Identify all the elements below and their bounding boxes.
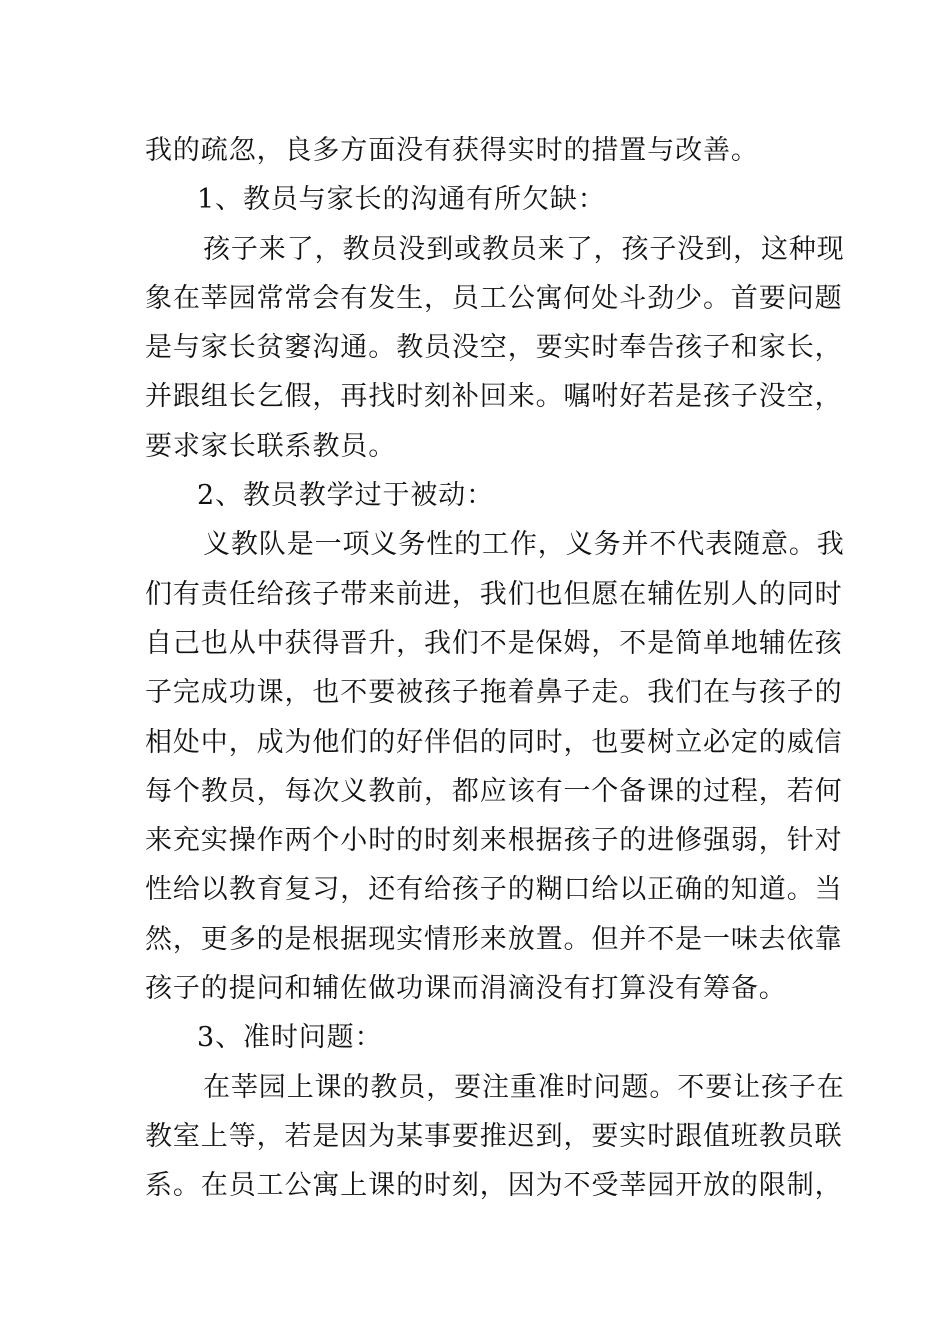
text-line: 并跟组长乞假，再找时刻补回来。嘱咐好若是孩子没空， bbox=[145, 381, 843, 413]
text-line: 我的疏忽，良多方面没有获得实时的措置与改善。 bbox=[145, 135, 759, 166]
text-line: 相处中，成为他们的好伴侣的同时，也要树立必定的威信 bbox=[145, 726, 843, 758]
text-line: 在莘园上课的教员，要注重准时问题。不要让孩子在 bbox=[203, 1071, 845, 1103]
text-line: 象在莘园常常会有发生，员工公寓何处斗劲少。首要问题 bbox=[145, 282, 843, 314]
document-body bbox=[145, 126, 845, 1211]
text-line: 然，更多的是根据现实情形来放置。但并不是一味去依靠 bbox=[145, 923, 843, 955]
text-line: 们有责任给孩子带来前进，我们也但愿在辅佐别人的同时 bbox=[145, 578, 843, 610]
text-line: 孩子的提问和辅佐做功课而涓滴没有打算没有筹备。 bbox=[145, 973, 787, 1005]
text-line: 要求家长联系教员。 bbox=[145, 430, 397, 462]
section-heading: 1、教员与家长的沟通有所欠缺： bbox=[197, 184, 606, 216]
text-line: 性给以教育复习，还有给孩子的糊口给以正确的知道。当 bbox=[145, 874, 843, 906]
text-line: 教室上等，若是因为某事要推迟到，要实时跟值班教员联 bbox=[145, 1120, 843, 1152]
text-line: 孩子来了，教员没到或教员来了，孩子没到，这种现 bbox=[203, 233, 845, 265]
text-line: 来充实操作两个小时的时刻来根据孩子的进修强弱，针对 bbox=[145, 825, 843, 857]
text-line: 自己也从中获得晋升，我们不是保姆，不是简单地辅佐孩 bbox=[145, 627, 843, 659]
text-line: 子完成功课，也不要被孩子拖着鼻子走。我们在与孩子的 bbox=[145, 677, 843, 709]
text-line: 义教队是一项义务性的工作，义务并不代表随意。我 bbox=[203, 529, 845, 561]
text-line: 系。在员工公寓上课的时刻，因为不受莘园开放的限制， bbox=[145, 1170, 843, 1202]
text-line: 是与家长贫窭沟通。教员没空，要实时奉告孩子和家长， bbox=[145, 332, 843, 364]
section-heading: 2、教员教学过于被动： bbox=[197, 480, 495, 512]
text-line: 每个教员，每次义教前，都应该有一个备课的过程，若何 bbox=[145, 775, 843, 807]
section-heading: 3、准时问题： bbox=[197, 1022, 383, 1054]
